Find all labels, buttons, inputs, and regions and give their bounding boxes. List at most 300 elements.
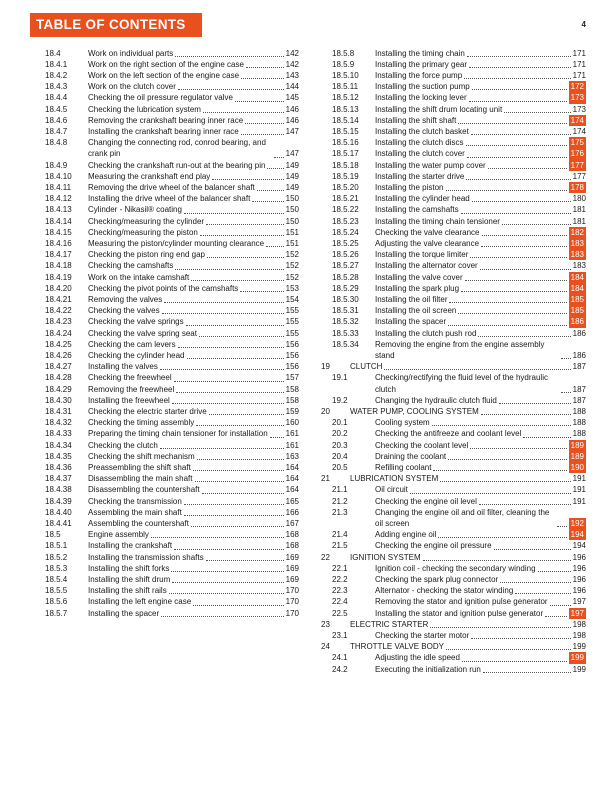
toc-page-link[interactable]: 191 bbox=[572, 496, 586, 506]
toc-entry-body bbox=[88, 48, 299, 59]
toc-page-link[interactable]: 163 bbox=[285, 451, 299, 461]
toc-page-link[interactable]: 173 bbox=[572, 104, 586, 114]
toc-page-link[interactable]: 145 bbox=[285, 93, 299, 103]
toc-entry-title: Installing the force pump bbox=[375, 70, 463, 80]
toc-entry[interactable] bbox=[317, 451, 586, 462]
toc-entry[interactable] bbox=[30, 92, 299, 103]
toc-page-link[interactable]: 157 bbox=[285, 373, 299, 383]
dotted-leader bbox=[197, 459, 284, 460]
toc-entry-body bbox=[88, 260, 299, 271]
dotted-leader bbox=[196, 425, 283, 426]
toc-page-link[interactable]: 196 bbox=[572, 575, 586, 585]
toc-entry[interactable] bbox=[30, 328, 299, 339]
toc-page-link[interactable]: 156 bbox=[285, 362, 299, 372]
toc-entry[interactable] bbox=[317, 372, 586, 394]
toc-entry[interactable] bbox=[317, 70, 586, 81]
toc-entry[interactable] bbox=[317, 496, 586, 507]
toc-page-link[interactable]: 188 bbox=[572, 418, 586, 428]
toc-entry-body bbox=[375, 328, 586, 339]
dotted-leader bbox=[433, 470, 566, 471]
toc-page-link[interactable]: 187 bbox=[572, 362, 586, 372]
toc-entry[interactable] bbox=[30, 227, 299, 238]
toc-entry-number: 18.4.12 bbox=[45, 194, 72, 204]
toc-entry[interactable] bbox=[30, 462, 299, 473]
toc-page-link[interactable]: 198 bbox=[572, 619, 586, 629]
toc-page-link[interactable]: 167 bbox=[285, 519, 299, 529]
toc-page-link[interactable]: 164 bbox=[285, 474, 299, 484]
toc-page-link[interactable]: 187 bbox=[572, 395, 586, 405]
toc-entry-number: 18.5.24 bbox=[332, 227, 359, 237]
toc-page-link[interactable]: 188 bbox=[572, 429, 586, 439]
toc-entry[interactable] bbox=[30, 361, 299, 372]
toc-page-link-highlighted[interactable]: 189 bbox=[570, 440, 584, 450]
toc-entry-number: 22 bbox=[321, 552, 330, 562]
toc-entry-number: 19.1 bbox=[332, 373, 348, 383]
toc-page-link[interactable]: 169 bbox=[285, 575, 299, 585]
toc-entry-title: Installing the spark plug bbox=[375, 283, 460, 293]
toc-entry[interactable] bbox=[317, 596, 586, 607]
toc-page-link-highlighted[interactable]: 182 bbox=[570, 227, 584, 237]
toc-page-link[interactable]: 196 bbox=[572, 552, 586, 562]
toc-entry-body bbox=[88, 462, 299, 473]
toc-page-link-highlighted[interactable]: 177 bbox=[570, 160, 584, 170]
toc-entry[interactable] bbox=[30, 81, 299, 92]
toc-page-link[interactable]: 152 bbox=[285, 272, 299, 282]
toc-entry[interactable] bbox=[317, 92, 586, 103]
toc-entry-number: 18.4.14 bbox=[45, 216, 72, 226]
toc-columns bbox=[30, 48, 586, 675]
toc-entry[interactable] bbox=[30, 193, 299, 204]
toc-entry-body bbox=[375, 462, 586, 473]
toc-page-link[interactable]: 171 bbox=[572, 59, 586, 69]
toc-page-link[interactable]: 155 bbox=[285, 306, 299, 316]
toc-entry[interactable] bbox=[30, 406, 299, 417]
toc-entry-title: Installing the transmission shafts bbox=[88, 552, 204, 562]
toc-entry[interactable] bbox=[317, 59, 586, 70]
toc-entry[interactable] bbox=[317, 216, 586, 227]
toc-entry[interactable] bbox=[317, 462, 586, 473]
toc-entry-body bbox=[375, 272, 586, 283]
toc-page-link[interactable]: 152 bbox=[285, 250, 299, 260]
toc-entry[interactable] bbox=[30, 70, 299, 81]
toc-page-link[interactable]: 146 bbox=[285, 115, 299, 125]
toc-entry[interactable] bbox=[317, 48, 586, 59]
toc-entry[interactable] bbox=[30, 249, 299, 260]
toc-page-link[interactable]: 155 bbox=[285, 317, 299, 327]
toc-entry[interactable] bbox=[317, 249, 586, 260]
toc-entry[interactable] bbox=[317, 361, 586, 372]
dotted-leader bbox=[186, 325, 284, 326]
toc-page-link-highlighted[interactable]: 184 bbox=[570, 272, 584, 282]
toc-page-link-highlighted[interactable]: 183 bbox=[570, 238, 584, 248]
dotted-leader bbox=[478, 336, 570, 337]
toc-entry-number: 18.4.29 bbox=[45, 384, 72, 394]
toc-page-link[interactable]: 150 bbox=[285, 205, 299, 215]
toc-entry[interactable] bbox=[30, 372, 299, 383]
toc-entry[interactable] bbox=[30, 473, 299, 484]
toc-entry[interactable] bbox=[30, 585, 299, 596]
toc-entry-body bbox=[375, 664, 586, 675]
toc-entry[interactable] bbox=[30, 137, 299, 159]
toc-entry[interactable] bbox=[30, 283, 299, 294]
toc-entry[interactable] bbox=[30, 563, 299, 574]
toc-entry[interactable] bbox=[30, 552, 299, 563]
toc-entry[interactable] bbox=[317, 339, 586, 361]
dotted-leader bbox=[466, 145, 567, 146]
toc-entry-number: 18.4.27 bbox=[45, 362, 72, 372]
toc-entry[interactable] bbox=[317, 585, 586, 596]
toc-entry-number: 18.4.15 bbox=[45, 227, 72, 237]
toc-entry[interactable] bbox=[317, 608, 586, 619]
toc-page-link[interactable]: 150 bbox=[285, 216, 299, 226]
toc-entry-title: Installing the timing chain tensioner bbox=[375, 216, 500, 226]
toc-page-link-highlighted[interactable]: 178 bbox=[570, 182, 584, 192]
toc-entry-number: 18.5.31 bbox=[332, 306, 359, 316]
toc-page-link[interactable]: 156 bbox=[285, 339, 299, 349]
toc-entry-title: Alternator - checking the stator winding bbox=[375, 586, 514, 596]
toc-entry[interactable] bbox=[30, 608, 299, 619]
toc-page-link[interactable]: 191 bbox=[572, 485, 586, 495]
toc-entry-number: 18.4.16 bbox=[45, 238, 72, 248]
toc-entry[interactable] bbox=[317, 328, 586, 339]
toc-page-link-highlighted[interactable]: 175 bbox=[570, 138, 584, 148]
toc-entry[interactable] bbox=[30, 294, 299, 305]
toc-page-link[interactable]: 149 bbox=[285, 182, 299, 192]
toc-page-link-highlighted[interactable]: 194 bbox=[570, 530, 584, 540]
toc-page-link[interactable]: 196 bbox=[572, 563, 586, 573]
toc-entry[interactable] bbox=[30, 496, 299, 507]
toc-entry[interactable] bbox=[30, 596, 299, 607]
dotted-leader bbox=[175, 269, 283, 270]
toc-entry[interactable] bbox=[317, 540, 586, 551]
toc-page-link[interactable]: 160 bbox=[285, 418, 299, 428]
toc-entry[interactable] bbox=[30, 316, 299, 327]
toc-entry[interactable] bbox=[30, 529, 299, 540]
toc-page-link-highlighted[interactable]: 192 bbox=[570, 519, 584, 529]
toc-page-link[interactable]: 164 bbox=[285, 463, 299, 473]
toc-entry-title: Preassembling the shift shaft bbox=[88, 463, 191, 473]
toc-page-link[interactable]: 186 bbox=[572, 350, 586, 360]
toc-entry[interactable] bbox=[317, 305, 586, 316]
toc-page-link[interactable]: 142 bbox=[285, 48, 299, 58]
toc-page-link-highlighted[interactable]: 186 bbox=[570, 317, 584, 327]
toc-entry[interactable] bbox=[317, 115, 586, 126]
toc-page-link[interactable]: 152 bbox=[285, 261, 299, 271]
toc-entry[interactable] bbox=[317, 182, 586, 193]
dotted-leader bbox=[241, 134, 284, 135]
toc-page-link[interactable]: 171 bbox=[572, 48, 586, 58]
toc-page-link[interactable]: 186 bbox=[572, 328, 586, 338]
toc-entry-number: 18.5.34 bbox=[332, 339, 359, 349]
toc-entry-number: 18.5.20 bbox=[332, 182, 359, 192]
dotted-leader bbox=[206, 224, 284, 225]
toc-page-link[interactable]: 168 bbox=[285, 530, 299, 540]
toc-entry[interactable] bbox=[30, 182, 299, 193]
toc-entry[interactable] bbox=[317, 529, 586, 540]
toc-entry[interactable] bbox=[317, 652, 586, 663]
toc-page-link[interactable]: 158 bbox=[285, 384, 299, 394]
toc-page-link[interactable]: 165 bbox=[285, 496, 299, 506]
toc-page-link-highlighted[interactable]: 185 bbox=[570, 306, 584, 316]
toc-entry[interactable] bbox=[317, 440, 586, 451]
toc-entry[interactable] bbox=[317, 417, 586, 428]
toc-page-link[interactable]: 164 bbox=[285, 485, 299, 495]
toc-entry[interactable] bbox=[30, 518, 299, 529]
toc-entry-title: Checking the valve springs bbox=[88, 317, 184, 327]
toc-entry[interactable] bbox=[317, 260, 586, 271]
toc-entry[interactable] bbox=[30, 272, 299, 283]
toc-entry-body bbox=[375, 70, 586, 81]
toc-page-link[interactable]: 161 bbox=[285, 440, 299, 450]
toc-page-link-highlighted[interactable]: 176 bbox=[570, 149, 584, 159]
toc-entry-title: Installing the alternator cover bbox=[375, 261, 478, 271]
toc-entry-body bbox=[375, 630, 586, 641]
toc-entry[interactable] bbox=[317, 507, 586, 529]
toc-entry-body bbox=[375, 305, 586, 316]
toc-page-link[interactable]: 191 bbox=[572, 474, 586, 484]
toc-entry[interactable] bbox=[30, 115, 299, 126]
toc-page-link[interactable]: 169 bbox=[285, 552, 299, 562]
toc-entry[interactable] bbox=[30, 440, 299, 451]
toc-entry[interactable] bbox=[317, 204, 586, 215]
toc-page-link[interactable]: 171 bbox=[572, 70, 586, 80]
toc-entry-number: 23 bbox=[321, 619, 330, 629]
toc-page-link[interactable]: 155 bbox=[285, 328, 299, 338]
toc-entry[interactable] bbox=[30, 395, 299, 406]
toc-page-link-highlighted[interactable]: 172 bbox=[570, 82, 584, 92]
toc-entry[interactable] bbox=[317, 104, 586, 115]
toc-page-link[interactable]: 166 bbox=[285, 507, 299, 517]
toc-entry[interactable] bbox=[317, 619, 586, 630]
toc-entry[interactable] bbox=[30, 451, 299, 462]
toc-entry[interactable] bbox=[30, 59, 299, 70]
toc-page-link[interactable]: 199 bbox=[572, 642, 586, 652]
toc-page-link[interactable]: 153 bbox=[285, 283, 299, 293]
toc-entry[interactable] bbox=[30, 574, 299, 585]
dotted-leader bbox=[235, 101, 284, 102]
toc-entry-number: 18.5.10 bbox=[332, 70, 359, 80]
toc-entry[interactable] bbox=[317, 664, 586, 675]
toc-entry[interactable] bbox=[30, 350, 299, 361]
toc-page-link[interactable]: 159 bbox=[285, 407, 299, 416]
toc-entry[interactable] bbox=[30, 160, 299, 171]
toc-entry-body bbox=[88, 193, 299, 204]
toc-entry[interactable] bbox=[30, 484, 299, 495]
toc-entry[interactable] bbox=[317, 574, 586, 585]
toc-entry[interactable] bbox=[30, 104, 299, 115]
dotted-leader bbox=[209, 414, 284, 415]
toc-entry-number: 21.5 bbox=[332, 541, 348, 551]
toc-entry[interactable] bbox=[30, 238, 299, 249]
toc-page-link-highlighted[interactable]: 189 bbox=[570, 451, 584, 461]
toc-entry[interactable] bbox=[317, 126, 586, 137]
toc-page-link-highlighted[interactable]: 173 bbox=[570, 93, 584, 103]
toc-page-link-highlighted[interactable]: 190 bbox=[570, 463, 584, 473]
toc-entry-body bbox=[375, 417, 586, 428]
dotted-leader bbox=[449, 302, 566, 303]
toc-entry[interactable] bbox=[30, 48, 299, 59]
dotted-leader bbox=[241, 78, 284, 79]
toc-entry[interactable] bbox=[317, 552, 586, 563]
toc-entry[interactable] bbox=[317, 283, 586, 294]
toc-entry[interactable] bbox=[317, 428, 586, 439]
toc-page-link-highlighted[interactable]: 185 bbox=[570, 294, 584, 304]
toc-page-link[interactable]: 174 bbox=[572, 126, 586, 136]
toc-page-link[interactable]: 199 bbox=[572, 664, 586, 674]
toc-entry[interactable] bbox=[317, 395, 586, 406]
toc-entry-number: 18.4.8 bbox=[45, 138, 68, 148]
toc-entry-body bbox=[88, 249, 299, 260]
toc-page-link-highlighted[interactable]: 199 bbox=[570, 653, 584, 663]
toc-entry-body bbox=[88, 585, 299, 596]
toc-page-link[interactable]: 197 bbox=[572, 597, 586, 607]
toc-page-link-highlighted[interactable]: 197 bbox=[570, 608, 584, 618]
toc-page-link[interactable]: 149 bbox=[285, 160, 299, 170]
toc-page-link[interactable]: 147 bbox=[285, 149, 299, 159]
toc-entry-number: 18.4.41 bbox=[45, 519, 72, 529]
toc-page-link-highlighted[interactable]: 174 bbox=[570, 115, 584, 125]
toc-entry[interactable] bbox=[30, 507, 299, 518]
toc-page-link[interactable]: 146 bbox=[285, 104, 299, 114]
toc-entry[interactable] bbox=[30, 260, 299, 271]
dotted-leader bbox=[160, 369, 284, 370]
toc-entry[interactable] bbox=[317, 641, 586, 652]
toc-entry-title: Adjusting the valve clearance bbox=[375, 238, 480, 248]
toc-entry-body bbox=[375, 59, 586, 70]
toc-entry[interactable] bbox=[317, 473, 586, 484]
toc-entry-body bbox=[375, 440, 586, 451]
toc-page-link[interactable]: 144 bbox=[285, 82, 299, 92]
toc-entry-number: 18.5.32 bbox=[332, 317, 359, 327]
toc-entry-title: Oil circuit bbox=[375, 485, 408, 495]
toc-entry[interactable] bbox=[317, 81, 586, 92]
toc-page-link[interactable]: 170 bbox=[285, 597, 299, 607]
toc-entry[interactable] bbox=[317, 406, 586, 417]
toc-entry-number: 18.4.40 bbox=[45, 507, 72, 517]
toc-page-link[interactable]: 156 bbox=[285, 350, 299, 360]
toc-entry[interactable] bbox=[30, 204, 299, 215]
dotted-leader bbox=[470, 257, 566, 258]
dotted-leader bbox=[178, 347, 284, 348]
dotted-leader bbox=[494, 549, 571, 550]
toc-entry-number: 21 bbox=[321, 474, 330, 484]
toc-entry-title: Checking the cam levers bbox=[88, 339, 176, 349]
toc-entry[interactable] bbox=[317, 563, 586, 574]
toc-entry[interactable] bbox=[30, 339, 299, 350]
toc-entry-number: 18.4.3 bbox=[45, 82, 68, 92]
toc-page-link[interactable]: 180 bbox=[572, 194, 586, 204]
toc-page-link[interactable]: 196 bbox=[572, 586, 586, 596]
toc-page-link[interactable]: 181 bbox=[572, 216, 586, 226]
toc-entry-body bbox=[88, 529, 299, 540]
toc-page-link[interactable]: 147 bbox=[285, 126, 299, 136]
toc-entry-body bbox=[375, 216, 586, 227]
toc-page-link[interactable]: 161 bbox=[285, 429, 299, 439]
dotted-leader bbox=[538, 571, 571, 572]
toc-page-link[interactable]: 187 bbox=[572, 384, 586, 394]
toc-entry-number: 18.5.16 bbox=[332, 138, 359, 148]
dotted-leader bbox=[195, 481, 284, 482]
toc-entry-title: Installing the spacer bbox=[375, 317, 447, 327]
toc-page-link[interactable]: 158 bbox=[285, 395, 299, 405]
toc-page-link[interactable]: 154 bbox=[285, 294, 299, 304]
toc-page-link[interactable]: 143 bbox=[285, 70, 299, 80]
toc-page-link-highlighted[interactable]: 183 bbox=[570, 250, 584, 260]
toc-entry[interactable] bbox=[317, 484, 586, 495]
toc-entry[interactable] bbox=[317, 160, 586, 171]
toc-page-link-highlighted[interactable]: 184 bbox=[570, 283, 584, 293]
page-number: 4 bbox=[581, 20, 586, 29]
toc-page-link[interactable]: 188 bbox=[572, 407, 586, 416]
dotted-leader bbox=[191, 526, 284, 527]
toc-entry-body bbox=[88, 608, 299, 619]
toc-entry[interactable] bbox=[30, 126, 299, 137]
toc-entry[interactable] bbox=[317, 137, 586, 148]
toc-page-link[interactable]: 198 bbox=[572, 631, 586, 641]
toc-page-link[interactable]: 177 bbox=[572, 171, 586, 181]
dotted-leader bbox=[187, 358, 284, 359]
toc-entry[interactable] bbox=[317, 227, 586, 238]
toc-entry[interactable] bbox=[317, 238, 586, 249]
toc-entry-body bbox=[375, 204, 586, 215]
toc-page-link[interactable]: 149 bbox=[285, 171, 299, 181]
toc-entry[interactable] bbox=[30, 216, 299, 227]
toc-page-link[interactable]: 142 bbox=[285, 59, 299, 69]
toc-entry[interactable] bbox=[317, 272, 586, 283]
toc-entry-number: 18.4.22 bbox=[45, 306, 72, 316]
toc-page-link[interactable]: 168 bbox=[285, 541, 299, 551]
toc-entry-number: 18.4.5 bbox=[45, 104, 68, 114]
toc-page-link[interactable]: 183 bbox=[572, 261, 586, 271]
toc-page-link[interactable]: 170 bbox=[285, 586, 299, 596]
toc-page-link[interactable]: 170 bbox=[285, 608, 299, 618]
toc-entry-number: 18.5.21 bbox=[332, 194, 359, 204]
toc-page-link[interactable]: 181 bbox=[572, 205, 586, 215]
dotted-leader bbox=[203, 112, 284, 113]
toc-page-link[interactable]: 150 bbox=[285, 194, 299, 204]
toc-entry[interactable] bbox=[317, 630, 586, 641]
toc-entry[interactable] bbox=[317, 148, 586, 159]
toc-entry[interactable] bbox=[30, 540, 299, 551]
toc-page-link[interactable]: 194 bbox=[572, 541, 586, 551]
toc-entry[interactable] bbox=[317, 294, 586, 305]
toc-entry[interactable] bbox=[30, 171, 299, 182]
toc-entry[interactable] bbox=[30, 384, 299, 395]
toc-page-link[interactable]: 169 bbox=[285, 563, 299, 573]
toc-entry-title: IGNITION SYSTEM bbox=[350, 552, 421, 562]
toc-entry-number: 18.4.25 bbox=[45, 339, 72, 349]
toc-entry-title: Checking the camshafts bbox=[88, 261, 174, 271]
toc-entry-title: Checking the spark plug connector bbox=[375, 575, 499, 585]
toc-entry-title: Work on individual parts bbox=[88, 48, 174, 58]
toc-entry-title: Checking the lubrication system bbox=[88, 104, 201, 114]
dotted-leader bbox=[502, 224, 571, 225]
dotted-leader bbox=[461, 213, 571, 214]
toc-entry[interactable] bbox=[317, 171, 586, 182]
toc-entry[interactable] bbox=[30, 428, 299, 439]
toc-entry[interactable] bbox=[30, 305, 299, 316]
toc-entry[interactable] bbox=[317, 193, 586, 204]
toc-page-link[interactable]: 151 bbox=[285, 238, 299, 248]
toc-entry[interactable] bbox=[317, 316, 586, 327]
toc-entry-title: Cooling system bbox=[375, 418, 430, 428]
toc-page-link[interactable]: 151 bbox=[285, 227, 299, 237]
toc-entry-title: Installing the shift drum locating unit bbox=[375, 104, 503, 114]
toc-entry-body bbox=[375, 126, 586, 137]
toc-entry-title: Checking the shift mechanism bbox=[88, 451, 195, 461]
toc-entry[interactable] bbox=[30, 417, 299, 428]
toc-entry-title: Checking the coolant level bbox=[375, 440, 469, 450]
